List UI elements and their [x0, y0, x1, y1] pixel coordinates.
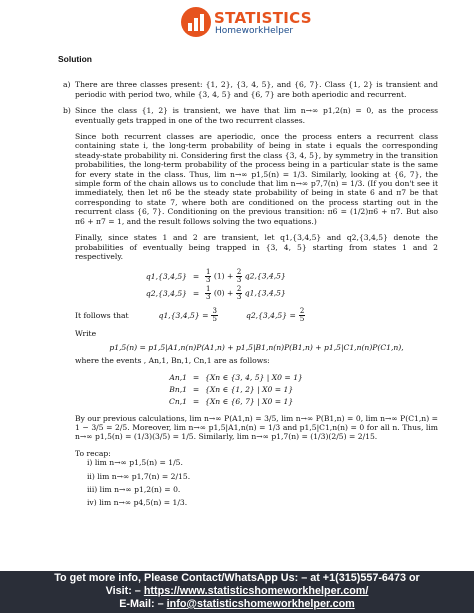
- list-item: i) lim n→∞ p1,5(n) = 1/5.: [87, 458, 183, 468]
- recap-title: To recap:: [75, 448, 111, 458]
- list-item: iv) lim n→∞ p4,5(n) = 1/3.: [87, 498, 188, 508]
- fraction: $\frac{2}{3}$: [236, 285, 242, 302]
- contact-footer: [0, 571, 474, 613]
- logo-subtitle: HomeworkHelper: [215, 26, 294, 36]
- footer-contact-line: To get more info, Please Contact/WhatsApp Us: – at +1(315)557-6473 or: [54, 572, 420, 584]
- list-item: iii) lim n→∞ p1,2(n) = 0.: [87, 484, 181, 494]
- event-definitions: An,1 = {Xn ∈ {3, 4, 5} | X0 = 1} Bn,1 = {Xn ∈ {1, 2} | X0 = 1} Cn,1 = {Xn ∈ {6, 7} | X0 = 1}: [169, 372, 303, 406]
- website-link[interactable]: https://www.statisticshomeworkhelper.com/: [143, 585, 369, 597]
- footer-website-line: Visit: – https://www.statisticshomeworkhelper.com/: [105, 585, 369, 597]
- part-b: [58, 106, 438, 508]
- fraction: $\frac{2}{3}$: [236, 268, 242, 285]
- q1-equation: q1,{3,4,5} = $\frac{1}{3}$ (1) + $\frac{2}{3}$ q2,{3,4,5}: [145, 268, 286, 285]
- recap-list: [87, 458, 438, 508]
- follows-text: It follows that: [75, 311, 129, 321]
- fraction: $\frac{2}{5}$: [299, 307, 305, 324]
- logo-chart-icon: [180, 6, 212, 38]
- fraction: $\frac{3}{5}$: [212, 307, 217, 324]
- q1-result-lhs: q1,{3,4,5} =: [158, 311, 209, 321]
- decomposition-equation: p1,5(n) = p1,5|A1,n(n)P(A1,n) + p1,5|B1,n(n)P(B1,n) + p1,5|C1,n(n)P(C1,n),: [109, 342, 404, 352]
- q-equations: [75, 268, 438, 302]
- part-b-para-3: Finally, since states 1 and 2 are transient, let q1,{3,4,5} and q2,{3,4,5} denote the probabilities of eventually being trapped in {3, 4, 5} starting from states 1 and 2 respectively.: [75, 233, 438, 261]
- part-b-para-1: Since the class {1, 2} is transient, we have that lim n→∞ p1,2(n) = 0, as the process eventually gets trapped in one of the two recurrent classes.: [75, 106, 438, 125]
- list-item: ii) lim n→∞ p1,7(n) = 2/15.: [87, 471, 191, 481]
- logo: [180, 4, 312, 44]
- email-link[interactable]: info@statisticshomeworkhelper.com: [166, 598, 355, 610]
- q2-result-lhs: q2,{3,4,5} =: [245, 311, 296, 321]
- q2-equation: q2,{3,4,5} = $\frac{1}{3}$ (0) + $\frac{2}{3}$ q1,{3,4,5}: [145, 285, 286, 302]
- part-a: [58, 80, 438, 99]
- part-b-para-2: Since both recurrent classes are aperiodic, once the process enters a recurrent class containing state i, the long-term probability of being in state i equals the corresponding steady-state probability πi. Considering first the class {3, 4, 5}, by symmetry in the transition probabilities, the long-term probability of the process being in a particular state is the same for every state in the class. Thus, lim n→∞ p1,5(n) = 1/3. Similarly, looking at {6, 7}, the simple form of the chain allows us to conclude that lim n→∞ p7,7(n) = 1/3. (If you don't see it immediately, then let π6 be the steady state probability of being in state 6 and π7 be that corresponding to state 7, where both are conditioned on the process starting out in the recurrent class {6, 7}. Conditioning on the previous transition: π6 = (1/2)π6 + π7. But also π6 + π7 = 1, and the result follows solving the two equations.): [75, 132, 438, 226]
- solution-heading: Solution: [58, 54, 92, 64]
- document-body: [58, 55, 438, 512]
- logo-title: STATISTICS: [214, 9, 312, 27]
- fraction: $\frac{1}{3}$: [206, 268, 211, 285]
- events-intro: where the events , An,1, Bn,1, Cn,1 are as follows:: [75, 356, 270, 366]
- part-b-label: b): [63, 106, 71, 116]
- part-b-para-4: By our previous calculations, lim n→∞ P(A1,n) = 3/5, lim n→∞ P(B1,n) = 0, lim n→∞ P(C1,n) = 1 − 3/5 = 2/5. Moreover, lim n→∞ p1,5|A1,n(n) = 1/3 and p1,5|C1,n(n) = 0 for all n. Thus, lim n→∞ p1,5(n) = (1/3)(3/5) = 1/5. Similarly, lim n→∞ p1,7(n) = (1/3)(2/5) = 2/15.: [75, 413, 438, 442]
- write-text: Write: [75, 329, 97, 339]
- fraction: $\frac{1}{3}$: [206, 285, 211, 302]
- part-a-label: a): [63, 80, 71, 90]
- follows-row: [75, 308, 438, 323]
- part-a-text: There are three classes present: {1, 2}, {3, 4, 5}, and {6, 7}. Class {1, 2} is transient and periodic with period two, while {3, 4, 5} and {6, 7} are both aperiodic and recurrent.: [75, 80, 438, 99]
- footer-email-line: E-Mail: – info@statisticshomeworkhelper.com: [119, 598, 355, 610]
